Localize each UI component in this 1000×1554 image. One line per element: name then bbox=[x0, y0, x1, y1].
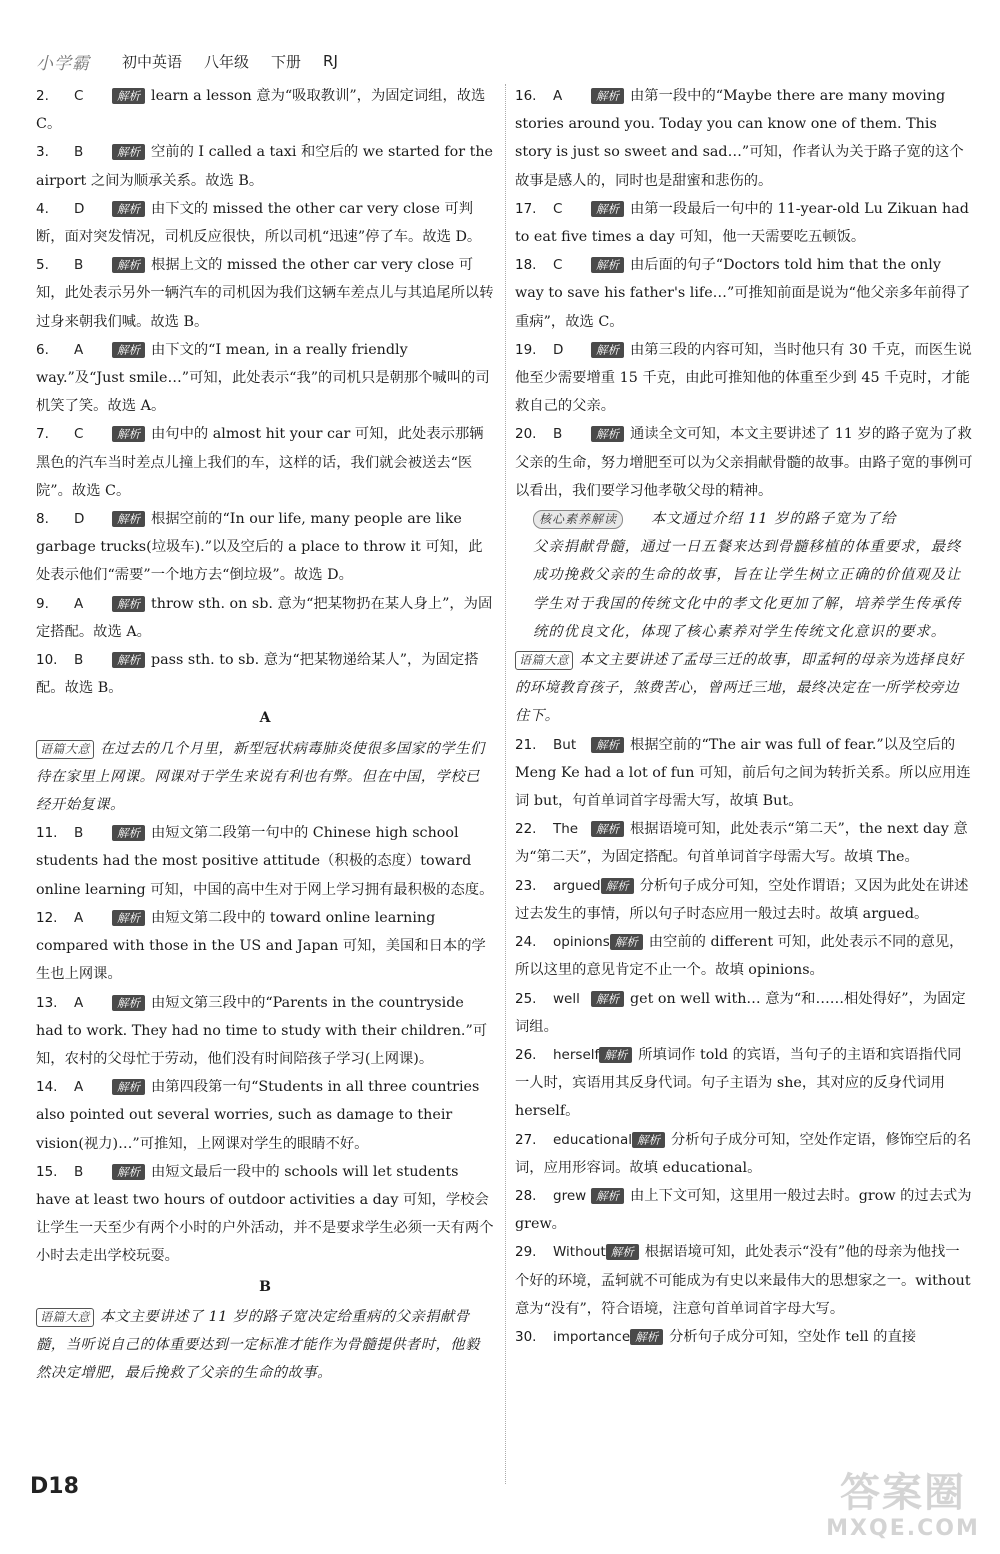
question-number: 5. bbox=[36, 257, 49, 274]
analysis-tag: 解析 bbox=[591, 426, 624, 442]
question-number: 28. bbox=[515, 1187, 537, 1204]
answer-key: importance bbox=[553, 1328, 631, 1345]
summary-label: 语篇大意 bbox=[36, 1308, 94, 1327]
question-number: 13. bbox=[36, 994, 58, 1011]
answer-key: well bbox=[553, 990, 580, 1007]
answer-item bbox=[515, 420, 973, 505]
analysis-text: 由短文第三段中的“Parents in the countryside had to work. They had no time to study with their children.”可知，农村的父母忙于劳动，他们没有时间陪孩子学习(上网课)。 bbox=[36, 994, 488, 1067]
summary-b bbox=[36, 1303, 494, 1388]
analysis-text: 由第四段第一句“Students in all three countries also pointed out several worries, such as damage to their vision(视力)…”可推知，上网课对学生的眼睛不好。 bbox=[36, 1079, 480, 1152]
analysis-text: 由空前的 different 可知，此处表示不同的意见，所以这里的意见肯定不止一个。故填 opinions。 bbox=[515, 934, 964, 979]
analysis-tag: 解析 bbox=[591, 991, 624, 1007]
analysis-tag: 解析 bbox=[112, 825, 145, 841]
analysis-tag: 解析 bbox=[112, 201, 145, 217]
answer-key: Without bbox=[553, 1244, 606, 1261]
summary-c bbox=[515, 646, 973, 731]
question-number: 20. bbox=[515, 426, 537, 443]
question-number: 26. bbox=[515, 1046, 537, 1063]
answer-item bbox=[36, 590, 494, 646]
answer-item bbox=[36, 336, 494, 421]
analysis-tag: 解析 bbox=[591, 201, 624, 217]
answer-key: C bbox=[553, 257, 563, 274]
question-number: 23. bbox=[515, 877, 537, 894]
question-number: 24. bbox=[515, 934, 537, 951]
answer-key: opinions bbox=[553, 934, 610, 951]
answer-key: D bbox=[74, 200, 85, 217]
analysis-tag: 解析 bbox=[112, 342, 145, 358]
summary-label: 语篇大意 bbox=[515, 651, 573, 670]
answer-item bbox=[36, 82, 494, 138]
answer-key: D bbox=[553, 341, 564, 358]
question-number: 22. bbox=[515, 821, 537, 838]
watermark-bottom: MXQE.COM bbox=[826, 1516, 980, 1541]
question-number: 18. bbox=[515, 257, 537, 274]
answer-key: B bbox=[553, 426, 563, 443]
answer-key: C bbox=[553, 200, 563, 217]
answer-list-reading-a bbox=[36, 819, 494, 1270]
page-number: D18 bbox=[30, 1474, 79, 1499]
answer-key: But bbox=[553, 736, 577, 753]
answer-key: B bbox=[74, 1163, 84, 1180]
analysis-text: 由第一段最后一句中的 11-year-old Lu Zikuan had to eat five times a day 可知，他一天需要吃五顿饭。 bbox=[515, 200, 969, 246]
question-number: 7. bbox=[36, 426, 49, 443]
watermark-logo bbox=[818, 1470, 988, 1550]
header-term: 下册 bbox=[271, 52, 302, 71]
question-number: 4. bbox=[36, 200, 49, 217]
brand-logo: 小学霸 bbox=[36, 53, 90, 74]
analysis-tag: 解析 bbox=[591, 257, 624, 273]
answer-item bbox=[36, 989, 494, 1074]
question-number: 6. bbox=[36, 341, 49, 358]
answer-item bbox=[515, 1323, 973, 1351]
analysis-text: 由短文最后一段中的 schools will let students have at least two hours of outdoor activities a day 可知，学校会让学生一天至少有两个小时的户外活动，并不是要求学生必须一天有两个小时去走出学校玩耍。 bbox=[36, 1163, 494, 1265]
answer-key: herself bbox=[553, 1046, 600, 1063]
answer-key: A bbox=[74, 341, 84, 358]
answer-key: The bbox=[553, 821, 579, 838]
question-number: 14. bbox=[36, 1079, 58, 1096]
analysis-text: 根据空前的“In our life, many people are like garbage trucks(垃圾车).”以及空后的 a place to throw it 可知，此处表示他们“需要”一个地方去“倒垃圾”。故选 D。 bbox=[36, 511, 483, 584]
analysis-tag: 解析 bbox=[591, 1188, 624, 1204]
core-literacy-box bbox=[515, 505, 973, 646]
answer-key: B bbox=[74, 144, 84, 161]
summary-a-text: 在过去的几个月里，新型冠状病毒肺炎使很多国家的学生们待在家里上网课。网课对于学生来说有利也有弊。但在中国，学校已经开始复课。 bbox=[36, 740, 485, 814]
question-number: 27. bbox=[515, 1131, 537, 1148]
answer-list-cloze bbox=[36, 82, 494, 702]
answer-item bbox=[515, 1238, 973, 1323]
analysis-text: 空前的 I called a taxi 和空后的 we started for the airport 之间为顺承关系。故选 B。 bbox=[36, 144, 493, 189]
analysis-tag: 解析 bbox=[601, 878, 634, 894]
summary-c-text: 本文主要讲述了孟母三迁的故事，即孟轲的母亲为选择良好的环境教育孩子，煞费苦心，曾两迁三地，最终决定在一所学校旁边住下。 bbox=[515, 652, 964, 725]
analysis-tag: 解析 bbox=[591, 342, 624, 358]
answer-key: A bbox=[553, 88, 563, 104]
answer-key: D bbox=[74, 511, 85, 528]
answer-item bbox=[515, 336, 973, 421]
analysis-text: 根据空前的“The air was full of fear.”以及空后的 Meng Ke had a lot of fun 可知，前后句之间为转折关系。所以应用连词 but，句首单词首字母需大写，故填 But。 bbox=[515, 736, 971, 810]
answer-key: A bbox=[74, 909, 84, 926]
answer-item bbox=[36, 646, 494, 702]
question-number: 16. bbox=[515, 88, 537, 104]
header-grade: 八年级 bbox=[204, 52, 250, 71]
analysis-tag: 解析 bbox=[112, 652, 145, 668]
answer-item bbox=[36, 1158, 494, 1271]
core-text-rest: 父亲捐献骨髓，通过一日五餐来达到骨髓移植的体重要求，最终成功挽救父亲的生命的故事，旨在让学生树立正确的价值观及让学生对于我国的传统文化中的孝文化更加了解，培养学生传承传统的优良文化，体现了核心素养对学生传统文化意识的要求。 bbox=[533, 539, 962, 640]
question-number: 9. bbox=[36, 595, 49, 612]
answer-item bbox=[515, 731, 973, 816]
watermark-top: 答案圈 bbox=[840, 1470, 966, 1516]
analysis-tag: 解析 bbox=[112, 910, 145, 926]
analysis-text: 根据上文的 missed the other car very close 可知，此处表示另外一辆汽车的司机因为我们这辆车差点儿与其追尾所以转过身来朝我们喊。故选 B。 bbox=[36, 257, 494, 330]
section-title-a: A bbox=[259, 710, 271, 727]
answer-key: B bbox=[74, 825, 84, 842]
analysis-tag: 解析 bbox=[606, 1244, 639, 1260]
analysis-tag: 解析 bbox=[599, 1047, 632, 1063]
right-column bbox=[515, 82, 973, 1351]
analysis-tag: 解析 bbox=[591, 737, 624, 753]
analysis-text: 由第三段的内容可知，当时他只有 30 千克，而医生说他至少需要增重 15 千克，由此可推知他的体重至少到 45 千克时，才能救自己的父亲。 bbox=[515, 341, 972, 415]
answer-item bbox=[515, 1041, 973, 1126]
question-number: 10. bbox=[36, 652, 58, 669]
analysis-tag: 解析 bbox=[112, 426, 145, 442]
analysis-tag: 解析 bbox=[112, 995, 145, 1011]
answer-key: A bbox=[74, 595, 84, 612]
analysis-tag: 解析 bbox=[112, 511, 145, 527]
analysis-tag: 解析 bbox=[112, 144, 145, 160]
question-number: 3. bbox=[36, 144, 49, 161]
analysis-text: 分析句子成分可知，空处作 tell 的直接 bbox=[669, 1328, 917, 1345]
analysis-tag: 解析 bbox=[112, 1079, 145, 1095]
answer-key: A bbox=[74, 994, 84, 1011]
analysis-text: 分析句子成分可知，空处作谓语；又因为此处在讲述过去发生的事情，所以句子时态应用一般过去时。故填 argued。 bbox=[515, 877, 969, 922]
analysis-tag: 解析 bbox=[591, 88, 624, 104]
analysis-text: 由句中的 almost hit your car 可知，此处表示那辆黑色的汽车当时差点儿撞上我们的车，这样的话，我们就会被送去“医院”。故选 C。 bbox=[36, 426, 484, 499]
analysis-text: 由后面的句子“Doctors told him that the only way to save his father's life…”可推知前面是说为“他父亲多年前得了重病”，故选 C。 bbox=[515, 257, 971, 330]
answer-item bbox=[515, 195, 973, 251]
analysis-text: 由下文的“I mean, in a really friendly way.”及“Just smile…”可知，此处表示“我”的司机只是朝那个喊叫的司机笑了笑。故选 A。 bbox=[36, 341, 490, 415]
question-number: 21. bbox=[515, 736, 537, 753]
core-text-first: 本文通过介绍 11 岁的路子宽为了给 bbox=[651, 511, 897, 528]
core-label: 核心素养解读 bbox=[533, 510, 623, 529]
analysis-tag: 解析 bbox=[112, 1164, 145, 1180]
analysis-tag: 解析 bbox=[112, 88, 145, 104]
answer-item bbox=[36, 138, 494, 194]
analysis-text: 由下文的 missed the other car very close 可判断，面对突发情况，司机反应很快，所以司机“迅速”停了车。故选 D。 bbox=[36, 200, 482, 246]
left-column bbox=[36, 82, 494, 1387]
analysis-text: 分析句子成分可知，空处作定语，修饰空后的名词，应用形容词。故填 educational。 bbox=[515, 1131, 972, 1176]
answer-item bbox=[36, 819, 494, 904]
header-edition: RJ bbox=[323, 52, 338, 70]
analysis-text: throw sth. on sb. 意为“把某物扔在某人身上”，为固定搭配。故选 A。 bbox=[36, 595, 493, 640]
question-number: 30. bbox=[515, 1328, 537, 1345]
answer-list-reading-b bbox=[515, 82, 973, 505]
answer-list-grammar bbox=[515, 731, 973, 1351]
analysis-tag: 解析 bbox=[112, 257, 145, 273]
analysis-text: get on well with… 意为“和……相处得好”，为固定词组。 bbox=[515, 990, 966, 1035]
question-number: 19. bbox=[515, 341, 537, 358]
question-number: 11. bbox=[36, 825, 58, 842]
answer-item bbox=[36, 505, 494, 590]
answer-item bbox=[515, 251, 973, 336]
summary-label: 语篇大意 bbox=[36, 740, 94, 759]
answer-key: educational bbox=[553, 1131, 633, 1148]
analysis-tag: 解析 bbox=[112, 596, 145, 612]
answer-item bbox=[515, 985, 973, 1041]
answer-item bbox=[36, 251, 494, 336]
analysis-text: 根据语境可知，此处表示“没有”他的母亲为他找一个好的环境，孟轲就不可能成为有史以来最伟大的思想家之一。without 意为“没有”，符合语境，注意句首单词首字母大写。 bbox=[515, 1244, 971, 1317]
analysis-text: learn a lesson 意为“吸取教训”，为固定词组，故选 C。 bbox=[36, 88, 486, 133]
answer-item bbox=[36, 1073, 494, 1158]
answer-item bbox=[515, 82, 973, 195]
answer-item bbox=[36, 904, 494, 989]
question-number: 15. bbox=[36, 1163, 58, 1180]
column-divider bbox=[505, 84, 506, 1484]
answer-key: argued bbox=[553, 877, 601, 894]
answer-item bbox=[515, 928, 973, 984]
section-title-b: B bbox=[259, 1278, 271, 1295]
question-number: 25. bbox=[515, 990, 537, 1007]
answer-item bbox=[515, 872, 973, 928]
analysis-text: pass sth. to sb. 意为“把某物递给某人”，为固定搭配。故选 B。 bbox=[36, 652, 479, 697]
answer-key: C bbox=[74, 88, 84, 104]
analysis-text: 由短文第二段中的 toward online learning compared with those in the US and Japan 可知，美国和日本的学生也上网课。 bbox=[36, 909, 486, 983]
answer-item bbox=[515, 1182, 973, 1238]
analysis-tag: 解析 bbox=[591, 821, 624, 837]
analysis-text: 所填词作 told 的宾语，当句子的主语和宾语指代同一人时，宾语用其反身代词。句子主语为 she，其对应的反身代词用 herself。 bbox=[515, 1046, 962, 1120]
question-number: 17. bbox=[515, 200, 537, 217]
answer-key: B bbox=[74, 257, 84, 274]
answer-item bbox=[36, 420, 494, 505]
answer-item bbox=[36, 195, 494, 251]
analysis-text: 根据语境可知，此处表示“第二天”，the next day 意为“第二天”，为固定搭配。句首单词首字母需大写。故填 The。 bbox=[515, 821, 968, 866]
answer-key: C bbox=[74, 426, 84, 443]
page-header bbox=[36, 46, 966, 76]
analysis-tag: 解析 bbox=[610, 934, 643, 950]
summary-a bbox=[36, 735, 494, 820]
question-number: 2. bbox=[36, 88, 49, 104]
answer-key: A bbox=[74, 1079, 84, 1096]
question-number: 8. bbox=[36, 511, 49, 528]
header-subject: 初中英语 bbox=[122, 52, 183, 71]
analysis-text: 由短文第二段第一句中的 Chinese high school students had the most positive attitude（积极的态度）toward online learning 可知，中国的高中生对于网上学习拥有最积极的态度。 bbox=[36, 825, 494, 898]
analysis-text: 通读全文可知，本文主要讲述了 11 岁的路子宽为了救父亲的生命，努力增肥至可以为父亲捐献骨髓的故事。由路子宽的事例可以看出，我们要学习他孝敬父母的精神。 bbox=[515, 426, 973, 499]
answer-key: grew bbox=[553, 1187, 587, 1204]
question-number: 29. bbox=[515, 1244, 537, 1261]
question-number: 12. bbox=[36, 909, 58, 926]
answer-item bbox=[515, 1126, 973, 1182]
analysis-text: 由上下文可知，这里用一般过去时。grow 的过去式为 grew。 bbox=[515, 1187, 972, 1233]
answer-item bbox=[515, 815, 973, 871]
analysis-tag: 解析 bbox=[630, 1329, 663, 1345]
summary-b-text: 本文主要讲述了 11 岁的路子宽决定给重病的父亲捐献骨髓，当听说自己的体重要达到一定标准才能作为骨髓提供者时，他毅然决定增肥，最后挽救了父亲的生命的故事。 bbox=[36, 1308, 480, 1382]
analysis-tag: 解析 bbox=[632, 1132, 665, 1148]
answer-key: B bbox=[74, 652, 84, 669]
analysis-text: 由第一段中的“Maybe there are many moving stories around you. Today you can know one of them. This story is just so sweet and sad…”可知，作者认为关于路子宽的这个故事是感人的，同时也是甜蜜和悲伤的。 bbox=[515, 88, 964, 189]
